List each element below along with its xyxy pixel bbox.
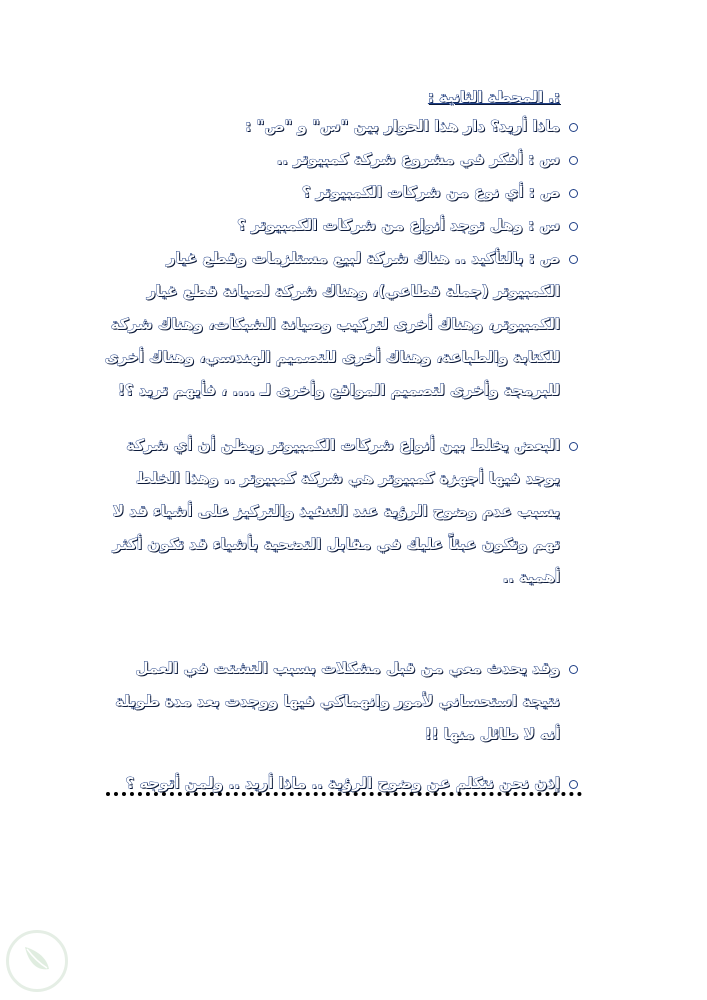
section-heading: :. المحطة الثانية :	[427, 88, 560, 106]
list-item: ص : أي نوع من شركات الكمبيوتر ؟	[100, 176, 582, 209]
leaf-logo-icon	[6, 930, 68, 992]
document-page	[100, 78, 582, 800]
dotted-divider	[106, 792, 582, 796]
list-item: س : أفكر في مشروع شركة كمبيوتر ..	[100, 143, 582, 176]
list-item: إذن نحن نتكلم عن وضوح الرؤية .. ماذا أريد .. ولمن أتوجه ؟	[100, 767, 582, 800]
list-item: وقد يحدث معي من قبل مشكلات بسبب التشتت في العمل نتيجة استحساني لأمور وانهماكي فيها ووجدت بعد مدة طويلة أنه لا طائل منها !!	[100, 652, 582, 751]
list-item: البعض يخلط بين أنواع شركات الكمبيوتر ويظن أن أي شركة يوجد فيها أجهزة كمبيوتر هي شركة كمبيوتر .. وهذا الخلط يسبب عدم وضوح الرؤية عند التنفيذ والتركيز على أشياء قد لا تهم وتكون عبئاً عليك في مقابل التضحية بأشياء قد تكون أكثر أهمية ..	[100, 429, 582, 594]
list-item: س : وهل توجد أنواع من شركات الكمبيوتر ؟	[100, 209, 582, 242]
list-item: ماذا أريد؟ دار هذا الحوار بين "س" و "ص" :	[100, 110, 582, 143]
bullet-list	[100, 110, 582, 800]
list-item: ص : بالتأكيد .. هناك شركة لبيع مستلزمات وقطع غيار الكمبيوتر (جملة قطاعي)، وهناك شركة لصيانة قطع غيار الكمبيوتر، وهناك أخرى لتركيب وصيانة الشبكات، وهناك شركة للكتابة والطباعة، وهناك أخرى للتصميم الهندسي، وهناك أخرى للبرمجة وأخرى لتصميم المواقع وأخرى لـ .... ، فأيهم تريد ؟!	[100, 242, 582, 407]
